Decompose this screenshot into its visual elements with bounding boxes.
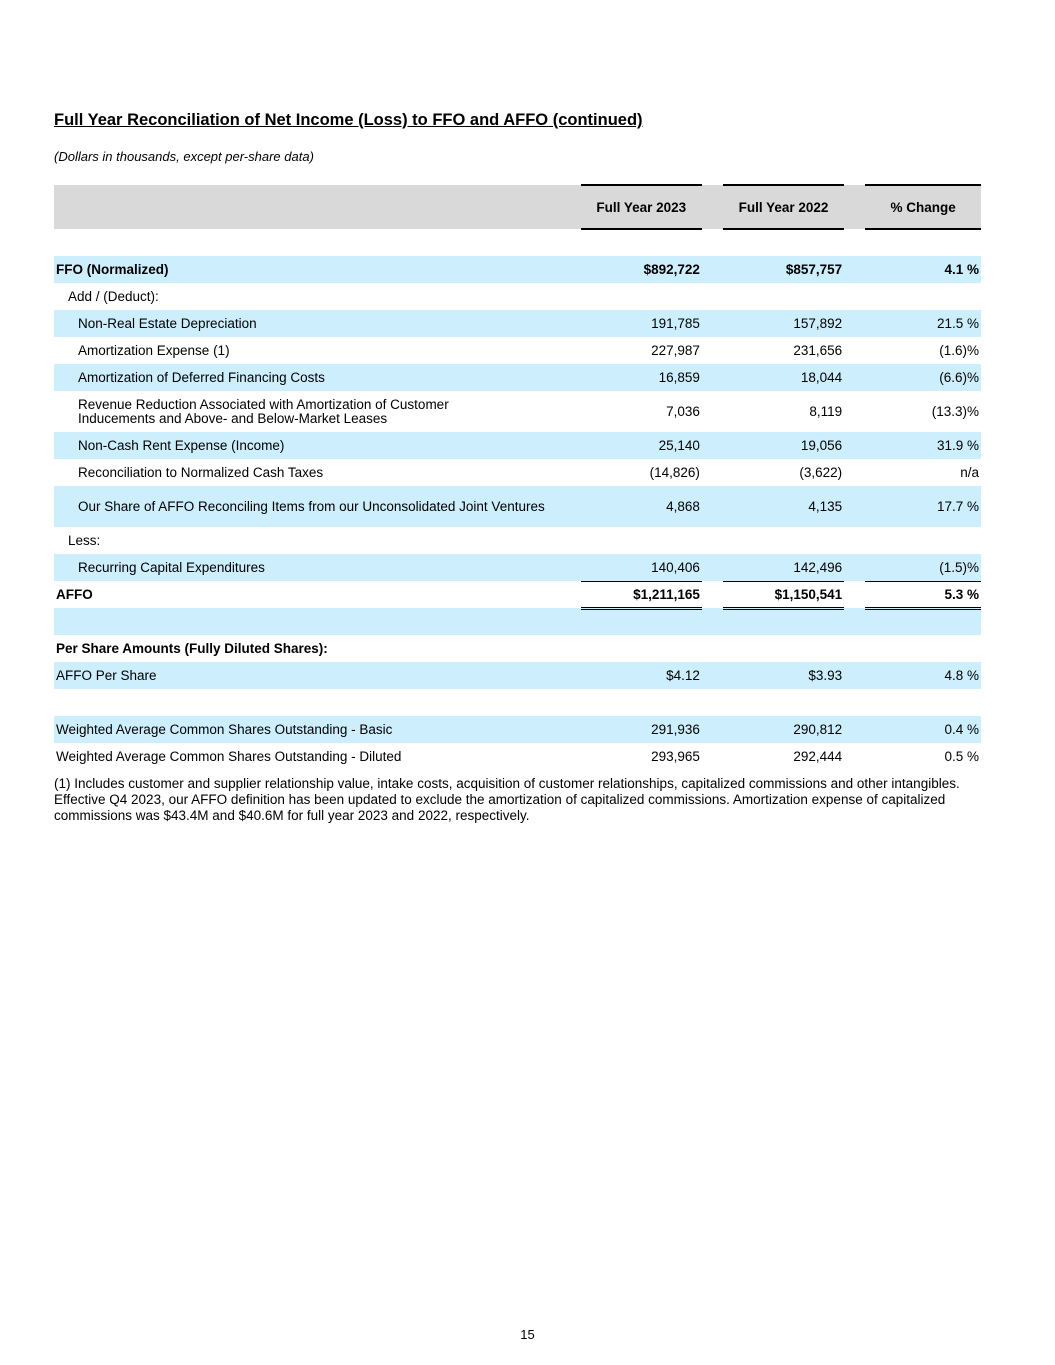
header-row (54, 185, 981, 229)
table-row: AFFO Per Share $4.12 $3.93 4.8 % (54, 662, 981, 689)
page-title: Full Year Reconciliation of Net Income (Loss) to FFO and AFFO (continued) (54, 111, 643, 129)
affo-total-row: AFFO $1,211,165 $1,150,541 5.3 % (54, 581, 981, 608)
section-label-row: Less: (68, 533, 101, 548)
table-row: Our Share of AFFO Reconciling Items from our Unconsolidated Joint Ventures 4,868 4,135 17.7 % (54, 486, 981, 527)
reconciliation-table (54, 184, 981, 770)
spacer-row (54, 689, 981, 716)
col-header: Full Year 2022 (723, 185, 844, 229)
table-row: Non-Cash Rent Expense (Income) 25,140 19,056 31.9 % (54, 432, 981, 459)
page-number: 15 (520, 1327, 535, 1342)
table-row: FFO (Normalized) $892,722 $857,757 4.1 % (54, 256, 981, 283)
section-label-row: Per Share Amounts (Fully Diluted Shares): (56, 641, 328, 656)
col-header: % Change (865, 185, 981, 229)
spacer-row (54, 229, 981, 256)
table-row: Non-Real Estate Depreciation 191,785 157,892 21.5 % (54, 310, 981, 337)
table-row: Revenue Reduction Associated with Amortization of Customer Inducements and Above- and Below-Market Leases 7,036 8,119 (13.3)% (78, 396, 979, 426)
table-row: Reconciliation to Normalized Cash Taxes (14,826) (3,622) n/a (78, 465, 979, 480)
subtitle: (Dollars in thousands, except per-share data) (54, 149, 314, 164)
section-label-row: Add / (Deduct): (68, 289, 159, 304)
table-row: Weighted Average Common Shares Outstanding - Basic 291,936 290,812 0.4 % (54, 716, 981, 743)
table-row: Recurring Capital Expenditures 140,406 142,496 (1.5)% (54, 554, 981, 581)
spacer-row (54, 608, 981, 635)
table-row: Amortization Expense (1) 227,987 231,656 (1.6)% (78, 343, 979, 358)
table-row: Weighted Average Common Shares Outstanding - Diluted 293,965 292,444 0.5 % (56, 749, 979, 764)
footnote: (1) Includes customer and supplier relationship value, intake costs, acquisition of customer relationships, capitalized commissions and other intangibles. Effective Q4 2023, our AFFO definition has been updated to exclude the amortization of capitalized commissions. Amortization expense of capitalized commissions was $43.4M and $40.6M for full year 2023 and 2022, respectively. (54, 776, 960, 823)
table-row: Amortization of Deferred Financing Costs 16,859 18,044 (6.6)% (54, 364, 981, 391)
col-header: Full Year 2023 (581, 185, 702, 229)
